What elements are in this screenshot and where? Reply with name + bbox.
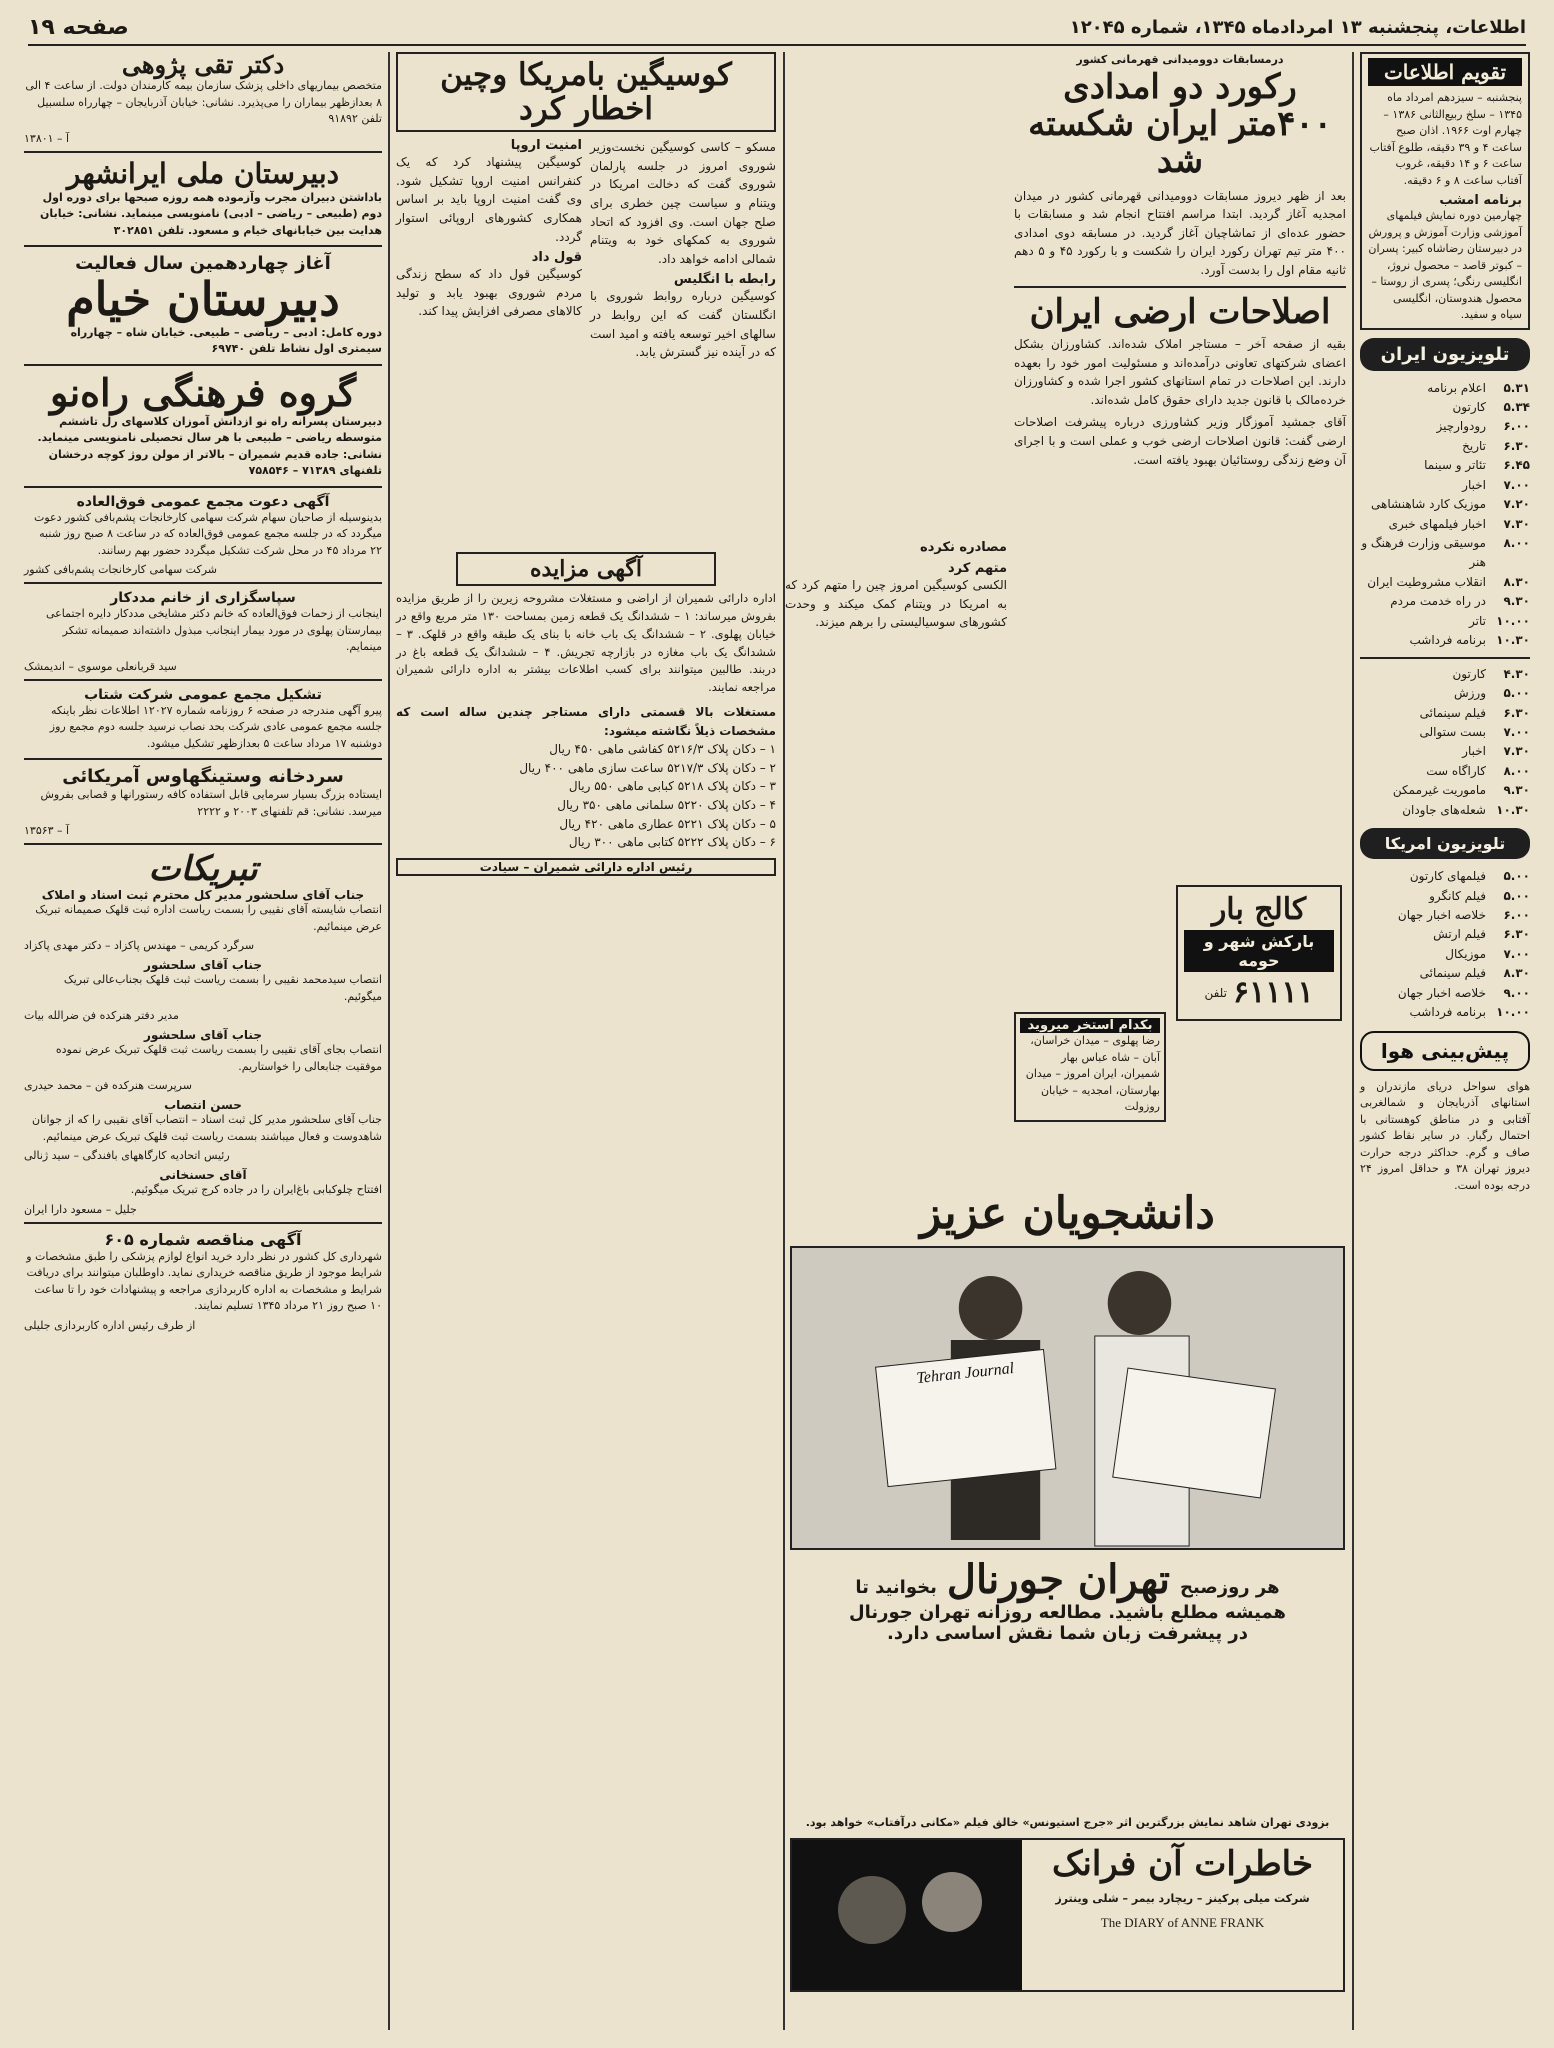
schedule-program: اخبار	[1462, 477, 1486, 492]
auction-list-item: ۱ – دکان پلاک ۵۲۱۶/۳ کفاشی ماهی ۴۵۰ ریال	[549, 742, 776, 757]
auction-list-item: ۴ – دکان پلاک ۵۲۲۰ سلمانی ماهی ۳۵۰ ریال	[557, 798, 776, 813]
cinema-cast: شرکت میلی پرکینز – ریچارد بیمر – شلی وینترز	[1055, 1891, 1310, 1905]
khayyam-text: دوره کامل: ادبی – ریاضی – طبیعی. خیابان شاه – چهارراه سیمتری اول نشاط تلفن ۶۹۷۴۰	[70, 325, 382, 356]
students-cap-2: تهران جورنال	[946, 1556, 1171, 1604]
thanks-title: سپاسگزاری از خانم مددکار	[110, 590, 296, 607]
schedule-program: اخبار فیلمهای خبری	[1388, 516, 1486, 531]
rahno-title: گروه فرهنگی راه‌نو	[49, 369, 357, 415]
calendar-column	[1360, 52, 1530, 2030]
kosygin-sub-2: امنیت اروپا	[510, 138, 582, 154]
kosygin-cont	[785, 540, 1007, 632]
congrats-heading: حسن انتصاب	[164, 1098, 242, 1113]
auction-list	[396, 740, 776, 852]
tv-iran-tomorrow-row	[1360, 723, 1530, 742]
auction-list-item: ۶ – دکان پلاک ۵۲۲۲ کتابی ماهی ۳۰۰ ریال	[568, 835, 776, 850]
congrats-item	[24, 1028, 382, 1092]
weather-logo: پیش‌بینی هوا	[1360, 1031, 1530, 1071]
tv-iran-row	[1360, 398, 1530, 417]
congrats-heading: آقای حسنخانی	[159, 1168, 247, 1183]
schedule-program: برنامه فرداشب	[1409, 1005, 1486, 1020]
schedule-program: تاتر	[1469, 613, 1486, 628]
tv-iran-row	[1360, 515, 1530, 534]
schedule-time: ۶.۳۰	[1503, 705, 1530, 720]
schedule-program: اخبار	[1462, 744, 1486, 759]
tv-us-row	[1360, 1003, 1530, 1022]
schedule-program: کاراگاه ست	[1426, 763, 1486, 778]
congrats-title: تبریکات	[148, 849, 258, 890]
schedule-time: ۱۰.۳۰	[1496, 633, 1530, 648]
schedule-time: ۵.۰۰	[1503, 888, 1530, 903]
column-rule	[388, 52, 390, 2030]
kosygin-body-3: کوسیگین پیشنهاد کرد که یک کنفرانس امنیت اروپا تشکیل شود. وی گفت امنیت اروپا باید بر اساس همکاری کشورهای اروپائی استوار گردد.	[396, 155, 582, 244]
reform-body-2: آقای جمشید آموزگار وزیر کشاورزی درباره پیشرفت اصلاحات ارضی گفت: قانون اصلاحات ارضی خوب و عملی است و با اجرای آن وضع زندگی روستائیان بهبود یافته است.	[1014, 415, 1346, 467]
tv-iran-row	[1360, 592, 1530, 611]
congrats-heading: جناب آقای سلحشور مدیر کل محترم ثبت اسناد و املاک	[41, 888, 365, 903]
records-kicker: درمسابقات دوومیدانی قهرمانی کشور	[1076, 53, 1284, 66]
tv-us-list	[1360, 867, 1530, 1023]
kosygin-column	[396, 52, 776, 2030]
thanks-text: اینجانب از زحمات فوق‌العاده که خانم دکتر مشایخی مددکار دایره اجتماعی بیمارستان پهلوی در مورد بیمار اینجانب مبذول داشته‌اند صمیمانه تشکر مینمایم.	[46, 607, 382, 654]
tv-iran-tomorrow-row	[1360, 762, 1530, 781]
schedule-program: بست ستوالی	[1419, 724, 1486, 739]
schedule-program: فیلم ارتش	[1433, 927, 1486, 942]
students-line-1: همیشه مطلع باشید. مطالعه روزانه تهران جورنال	[848, 1602, 1286, 1624]
schedule-time: ۷.۲۰	[1503, 497, 1530, 512]
tv-us-logo: تلویزیون امریکا	[1360, 828, 1530, 859]
pool-ad-title: بکدام استخر میروید	[1020, 1018, 1160, 1033]
schedule-time: ۶.۳۰	[1503, 438, 1530, 453]
schedule-program: تاریخ	[1462, 438, 1486, 453]
doctor-sig: آ – ۱۳۸۰۱	[24, 131, 70, 145]
congrats-body: انتصاب شایسته آقای نقیبی را بسمت ریاست اداره ثبت قلهک صمیمانه تبریک عرض مینمائیم.	[35, 903, 382, 933]
schedule-program: برنامه فرداشب	[1409, 633, 1486, 648]
steak-text: ایستاده بزرگ بسیار سرمایی قابل استفاده کافه رستورانها و قصابی بفروش میرسد. نشانی: قم تلفنهای ۲۰۰۳ و ۲۲۲۲	[40, 788, 382, 818]
tender-title: آگهی مناقصه شماره ۶۰۵	[104, 1229, 302, 1249]
congrats-heading: جناب آقای سلحشور	[144, 958, 262, 973]
program-text: چهارمین دوره نمایش فیلمهای آموزشی وزارت آموزش و پرورش در دبیرستان رضاشاه کبیر: پسران – کبوتر قاصد – محصول نروژ، انگلیسی رنگی؛ پسری از روستا – محصول هندوستان، انگلیسی سیاه و سفید.	[1368, 209, 1522, 321]
kosygin-sub-4: مصادره نکرده	[920, 540, 1007, 555]
schedule-program: فیلمهای کارتون	[1409, 869, 1486, 884]
schedule-time: ۵.۰۰	[1503, 869, 1530, 884]
congrats-sig: جلیل – مسعود دارا ایران	[24, 1202, 137, 1216]
steak-sig: آ – ۱۳۵۶۳	[24, 824, 70, 838]
tv-iran-tomorrow-row	[1360, 684, 1530, 703]
kosygin-sub-1: رابطه با انگلیس	[673, 272, 776, 288]
schedule-program: رودوارچیز	[1436, 419, 1486, 434]
schedule-program: فیلم کانگرو	[1429, 888, 1486, 903]
schedule-time: ۷.۰۰	[1503, 946, 1530, 961]
auction-body: اداره دارائی شمیران از اراضی و مستغلات مشروحه زیرین را از طریق مزایده بفروش میرساند: ۱ – ششدانگ یک قطعه زمین بمساحت ۱۳۰ متر مربع واقع در خیابان پهلوی. ۲ – ششدانگ یک باب خانه با بنای یک طبقه واقع در قلهک. ۳ – ششدانگ یک باب مغازه در بازارچه تجریش. ۴ – ششدانگ یک قطعه باغ در دربند. طالبین میتوانند برای کسب اطلاعات بیشتر به اداره دارائی شمیران مراجعه نمایند.	[396, 591, 777, 695]
records-title-2: ۴۰۰متر ایران شکسته شد	[1028, 103, 1332, 182]
column-rule	[783, 52, 785, 2030]
college-bar-title: کالج بار	[1211, 892, 1307, 927]
congrats-body: انتصاب بجای آقای نقیبی را بسمت ریاست ثبت قلهک تبریک عرض نموده موفقیت جنابعالی را خواستاریم.	[55, 1043, 382, 1073]
iranshahr-text: باداشتن دبیران مجرب وآزموده همه روزه صبحها برای دوره اول دوم (طبیعی – ریاضی – ادبی) نامنویسی مینماید. نشانی: خیابان هدایت بین خیابانهای خیام و مسعود. تلفن ۳۰۲۸۵۱	[40, 190, 382, 237]
kosygin-sub-3: قول داد	[531, 250, 582, 266]
auction-footer: رئیس اداره دارائی شمیران – سیادت	[396, 858, 776, 876]
college-bar-ad	[1176, 885, 1342, 1021]
tv-iran-row	[1360, 631, 1530, 650]
tv-iran-row	[1360, 495, 1530, 514]
schedule-program: خلاصه اخبار جهان	[1397, 908, 1486, 922]
steak-title: سردخانه وستینگهاوس آمریکائی	[62, 766, 344, 788]
tv-iran-logo: تلویزیون ایران	[1360, 338, 1530, 371]
records-body: بعد از ظهر دیروز مسابقات دوومیدانی قهرمانی کشور در میدان امجدیه آغاز گردید. ابتدا مراسم افتتاح انجام شد و مسابقات با حضور عده‌ای از تماشاچیان آغاز گردید. در مسابقه دوی امدادی ۴۰۰ متر تیم تهران رکورد ایران را شکست و با رکورد ۴۵ و ۵ دهم ثانیه مقام اول را بدست آورد.	[1014, 188, 1346, 278]
schedule-time: ۹.۰۰	[1503, 985, 1530, 1000]
khayyam-kicker: آغاز چهاردهمین سال فعالیت	[75, 253, 331, 275]
tv-iran-row	[1360, 456, 1530, 475]
congrats-sig: مدیر دفتر هنرکده فن ضرالله بیات	[24, 1009, 179, 1023]
calendar-title: تقویم اطلاعات	[1368, 58, 1522, 86]
college-bar-sub: بارکش شهر و حومه	[1184, 930, 1334, 972]
assembly-text: بدینوسیله از صاحبان سهام شرکت سهامی کارخانجات پشم‌بافی کشور دعوت میگردد که در جلسه مجمع عمومی فوق‌العاده که در ساعت ۸ صبح روز شنبه ۲۲ مرداد ۴۵ در محل شرکت تشکیل میگردد حضور بهم رسانند.	[33, 510, 382, 557]
doctor-text: متخصص بیماریهای داخلی پزشک سازمان بیمه کارمندان دولت. از ساعت ۴ الی ۸ بعدازظهر بیماران را می‌پذیرد. نشانی: خیابان آذربایجان – چهارراه سلسبیل تلفن ۹۱۸۹۲	[25, 79, 382, 126]
tender-text: شهرداری کل کشور در نظر دارد خرید انواع لوازم پزشکی را طبق مشخصات و شرایط موجود از طریق مناقصه خریداری نماید. داوطلبان میتوانند برای دریافت شرایط و مشخصات به اداره کاربردازی مراجعه و پیشنهادات خود را تا ساعت ۱۰ صبح روز ۲۱ مرداد ۱۳۴۵ تسلیم نمایند.	[26, 1249, 382, 1313]
schedule-time: ۵.۰۰	[1503, 686, 1530, 701]
auction-list-item: ۳ – دکان پلاک ۵۲۱۸ کبابی ماهی ۵۵۰ ریال	[568, 779, 776, 794]
auction-list-item: ۲ – دکان پلاک ۵۲۱۷/۳ ساعت سازی ماهی ۴۰۰ ریال	[519, 760, 776, 775]
college-bar-phone-label: تلفن	[1204, 985, 1227, 1000]
kosygin-title: کوسیگین بامریکا وچین اخطار کرد	[440, 57, 732, 128]
auction-list-item: ۵ – دکان پلاک ۵۲۲۱ عطاری ماهی ۴۲۰ ریال	[559, 816, 776, 831]
schedule-program: فیلم سینمائی	[1419, 705, 1486, 720]
students-cap-3: بخوانید تا	[855, 1577, 937, 1599]
ads-column	[24, 52, 382, 2030]
schedule-time: ۱۰.۰۰	[1496, 613, 1530, 628]
pool-ad-text: رضا پهلوی – میدان خراسان، آبان – شاه عباس بهار شمیران، ایران امروز – میدان بهارستان، امجدیه – خیابان روزولت	[1025, 1034, 1160, 1113]
pool-ad	[1014, 1012, 1166, 1122]
schedule-program: ماموریت غیرممکن	[1392, 783, 1486, 798]
congrats-list	[24, 888, 382, 1216]
page-header	[28, 10, 1526, 46]
congrats-item	[24, 1168, 382, 1216]
auction-list-title: مستغلات بالا قسمتی دارای مستاجر چندین ساله است که مشخصات ذیلاً نگاشته میشود:	[396, 705, 776, 738]
tender-sig: از طرف رئیس اداره کاربردازی جلیلی	[24, 1318, 196, 1332]
tv-iran-list	[1360, 379, 1530, 651]
coop-title: تشکیل مجمع عمومی شرکت شتاب	[84, 686, 322, 703]
college-bar-phone: ۶۱۱۱۱	[1232, 975, 1314, 1010]
schedule-time: ۵.۳۴	[1503, 399, 1530, 414]
records-title-1: رکورد دو امدادی	[1063, 66, 1297, 107]
congrats-body: انتصاب سیدمحمد نقیبی را بسمت ریاست ثبت قلهک بجناب‌عالی تبریک میگوئیم.	[63, 973, 382, 1003]
cinema-english: The DIARY of ANNE FRANK	[1100, 1915, 1265, 1931]
tv-iran-tomorrow-row	[1360, 742, 1530, 761]
schedule-time: ۱۰.۰۰	[1496, 1005, 1530, 1020]
schedule-program: کارتون	[1452, 399, 1486, 414]
weather-text: هوای سواحل دریای مازندران و استانهای آذربایجان و شمالغربی آفتابی و در مناطق کوهستانی با احتمال رگبار. در سایر نقاط کشور صاف و گرم. حداکثر درجه حرارت دیروز تهران ۳۸ و حداقل امروز ۲۴ درجه بوده است.	[1360, 1079, 1530, 1192]
students-ad	[790, 1190, 1345, 1644]
schedule-time: ۸.۳۰	[1503, 574, 1530, 589]
tv-us-row	[1360, 945, 1530, 964]
page-number: صفحه ۱۹	[28, 14, 129, 40]
tv-iran-row	[1360, 534, 1530, 573]
congrats-sig: رئیس اتحادیه کارگاههای بافندگی – سید ژنالی	[24, 1149, 230, 1163]
schedule-time: ۷.۰۰	[1503, 477, 1530, 492]
tv-us-row	[1360, 925, 1530, 944]
schedule-time: ۹.۳۰	[1503, 783, 1530, 798]
column-rule	[1352, 52, 1354, 2030]
congrats-item	[24, 1098, 382, 1162]
students-paper-name: Tehran Journal	[915, 1360, 1015, 1388]
schedule-time: ۶.۴۵	[1503, 458, 1530, 473]
schedule-program: اعلام برنامه	[1427, 380, 1486, 395]
schedule-time: ۸.۰۰	[1503, 763, 1530, 778]
cinema-title: خاطرات آن فرانک	[1051, 1843, 1314, 1884]
schedule-program: انقلاب مشروطیت ایران	[1367, 574, 1486, 589]
tv-iran-row	[1360, 417, 1530, 436]
tv-us-row	[1360, 906, 1530, 925]
cinema-ad	[790, 1815, 1345, 1992]
congrats-heading: جناب آقای سلحشور	[144, 1028, 262, 1043]
tv-us-row	[1360, 964, 1530, 983]
schedule-time: ۸.۰۰	[1503, 536, 1530, 550]
schedule-program: کارتون	[1452, 666, 1486, 681]
auction-title: آگهی مزایده	[456, 552, 716, 586]
schedule-time: ۷.۳۰	[1503, 744, 1530, 759]
coop-text: پیرو آگهی مندرجه در صفحه ۶ روزنامه شماره ۱۲۰۲۷ اطلاعات نظر باینکه جلسه مجمع عمومی عادی شرکت بحد نصاب نرسید جلسه دوم مجمع روز دوشنبه ۱۷ مرداد ساعت ۵ بعدازظهر تشکیل میشود.	[49, 703, 382, 750]
students-photo	[790, 1246, 1345, 1550]
tv-us-row	[1360, 984, 1530, 1003]
reform-title: اصلاحات ارضی ایران	[1029, 291, 1331, 332]
congrats-sig: سرپرست هنرکده فن – محمد حیدری	[24, 1079, 192, 1093]
khayyam-title: دبیرستان خیام	[66, 272, 340, 327]
kosygin-body-5: الکسی کوسیگین امروز چین را متهم کرد که به امریکا در ویتنام کمک میکند و وحدت کشورهای سوسیالیستی را برهم میزند.	[785, 578, 1007, 630]
schedule-time: ۶.۰۰	[1503, 419, 1530, 434]
congrats-body: جناب آقای سلحشور مدیر کل ثبت اسناد – انتصاب آقای نقیبی را که از جوانان شاهدوست و فعال میباشند بسمت ریاست ثبت قلهک تبریک عرض مینمائیم.	[31, 1113, 382, 1143]
students-illustration	[792, 1248, 1343, 1548]
tv-iran-tomorrow-row	[1360, 704, 1530, 723]
auction-notice	[396, 548, 776, 876]
reform-body: بقیه از صفحه آخر – مستاجر املاک شده‌اند. کشاورزان بشکل اعضای شرکتهای تعاونی درآمده‌اند و مسئولیت امور خود را بعهده دارند. این اصلاحات در تمام استانهای کشور اجرا شده و کشاورزان خرده‌مالک با قانون جدید دارای حقوق کامل شده‌اند.	[1014, 337, 1346, 407]
schedule-program: موزیک کارد شاهنشاهی	[1371, 497, 1486, 512]
schedule-time: ۸.۳۰	[1503, 966, 1530, 981]
iranshahr-title: دبیرستان ملی ایرانشهر	[66, 156, 340, 190]
schedule-time: ۶.۳۰	[1503, 927, 1530, 942]
tv-iran-row	[1360, 379, 1530, 398]
kosygin-body-4: کوسیگین قول داد که سطح زندگی مردم شوروی بهبود یابد و تولید کالاهای مصرفی افزایش پیدا کند.	[396, 267, 582, 319]
kosygin-body-2: کوسیگین درباره روابط شوروی با انگلستان گفت که این روابط در سالهای اخیر توسعه یافته و امید است که در آینده نیز گسترش یابد.	[590, 289, 776, 360]
schedule-program: فیلم سینمائی	[1419, 966, 1486, 981]
schedule-time: ۱۰.۳۰	[1496, 802, 1530, 817]
schedule-program: موسیقی وزارت فرهنگ و هنر	[1361, 536, 1486, 570]
tv-iran-tomorrow-row	[1360, 781, 1530, 800]
tv-us-row	[1360, 867, 1530, 886]
kosygin-body: مسکو – کاسی کوسیگین نخست‌وزیر شوروی امروز در جلسه پارلمان شوروی گفت که دخالت امریکا در ویتنام و سیاست چین خطری برای صلح جهان است. وی افزود که اتحاد شوروی به کمکهای خود به ویتنام شمالی ادامه خواهد داد.	[590, 140, 776, 266]
assembly-title: آگهی دعوت مجمع عمومی فوق‌العاده	[76, 493, 330, 510]
calendar-text: پنجشنبه – سیزدهم امرداد ماه ۱۳۴۵ – سلخ ربیع‌الثانی ۱۳۸۶ – چهارم اوت ۱۹۶۶. اذان صبح ساعت ۴ و ۳۹ دقیقه، طلوع آفتاب ساعت ۶ و ۱۴ دقیقه، غروب آفتاب ساعت ۸ و ۶ دقیقه.	[1369, 91, 1522, 187]
tv-iran-row	[1360, 573, 1530, 592]
students-line-2: در پیشرفت زبان شما نقش اساسی دارد.	[887, 1623, 1248, 1645]
schedule-program: شعله‌های جاودان	[1402, 802, 1486, 817]
schedule-program: تئاتر و سینما	[1424, 458, 1486, 473]
tv-iran-row	[1360, 476, 1530, 495]
kosygin-headline-box	[396, 52, 776, 132]
schedule-program: خلاصه اخبار جهان	[1397, 985, 1486, 1000]
calendar-box	[1360, 52, 1530, 330]
doctor-name: دکتر تقی پژوهی	[121, 50, 285, 79]
schedule-time: ۷.۳۰	[1503, 516, 1530, 531]
anne-frank-illustration	[792, 1840, 1022, 1986]
tv-iran-tomorrow-row	[1360, 801, 1530, 820]
kosygin-sub-5: متهم کرد	[948, 561, 1007, 576]
cinema-box	[790, 1838, 1345, 1992]
schedule-time: ۵.۳۱	[1503, 380, 1530, 395]
thanks-sig: سید قربانعلی موسوی – اندیمشک	[24, 659, 177, 673]
schedule-program: موزیکال	[1445, 946, 1486, 961]
cinema-soon: بزودی تهران شاهد نمایش بزرگترین اثر «جرج استیونس» خالق فیلم «مکانی درآفتاب» خواهد بود.	[805, 1816, 1330, 1829]
schedule-program: ورزش	[1453, 686, 1486, 701]
assembly-sig: شرکت سهامی کارخانجات پشم‌بافی کشور	[24, 563, 218, 577]
congrats-sig: سرگرد کریمی – مهندس پاکزاد – دکتر مهدی پاکزاد	[24, 939, 255, 953]
tv-iran-tomorrow-list	[1360, 665, 1530, 821]
schedule-time: ۷.۰۰	[1503, 724, 1530, 739]
congrats-body: افتتاح چلوکبابی باغ‌ایران را در جاده کرج تبریک میگوئیم.	[130, 1183, 382, 1197]
tv-iran-row	[1360, 612, 1530, 631]
congrats-item	[24, 958, 382, 1022]
issue-line: اطلاعات، پنجشنبه ۱۳ امردادماه ۱۳۴۵، شماره ۱۲۰۴۵	[1069, 16, 1526, 38]
schedule-time: ۶.۰۰	[1503, 908, 1530, 922]
tv-us-row	[1360, 887, 1530, 906]
program-title: برنامه امشب	[1439, 193, 1522, 208]
cinema-image	[792, 1840, 1022, 1990]
congrats-item	[24, 888, 382, 952]
tv-iran-tomorrow-row	[1360, 665, 1530, 684]
students-cap-1: هر روزصبح	[1180, 1577, 1280, 1599]
rahno-text: دبیرستان پسرانه راه نو ازدانش آموزان کلاسهای رل تاششم متوسطه ریاضی – طبیعی با هر سال تحصیلی نامنویسی مینماید. نشانی: جاده قدیم شمیران – بالاتر از مولن روژ کوچه درخشان تلفنهای ۷۱۳۸۹ – ۷۵۸۵۴۶	[37, 414, 382, 478]
students-ad-title: دانشجویان عزیز	[920, 1188, 1215, 1239]
schedule-time: ۹.۳۰	[1503, 594, 1530, 609]
schedule-time: ۴.۳۰	[1503, 666, 1530, 681]
schedule-program: در راه خدمت مردم	[1390, 594, 1486, 609]
tv-iran-row	[1360, 437, 1530, 456]
